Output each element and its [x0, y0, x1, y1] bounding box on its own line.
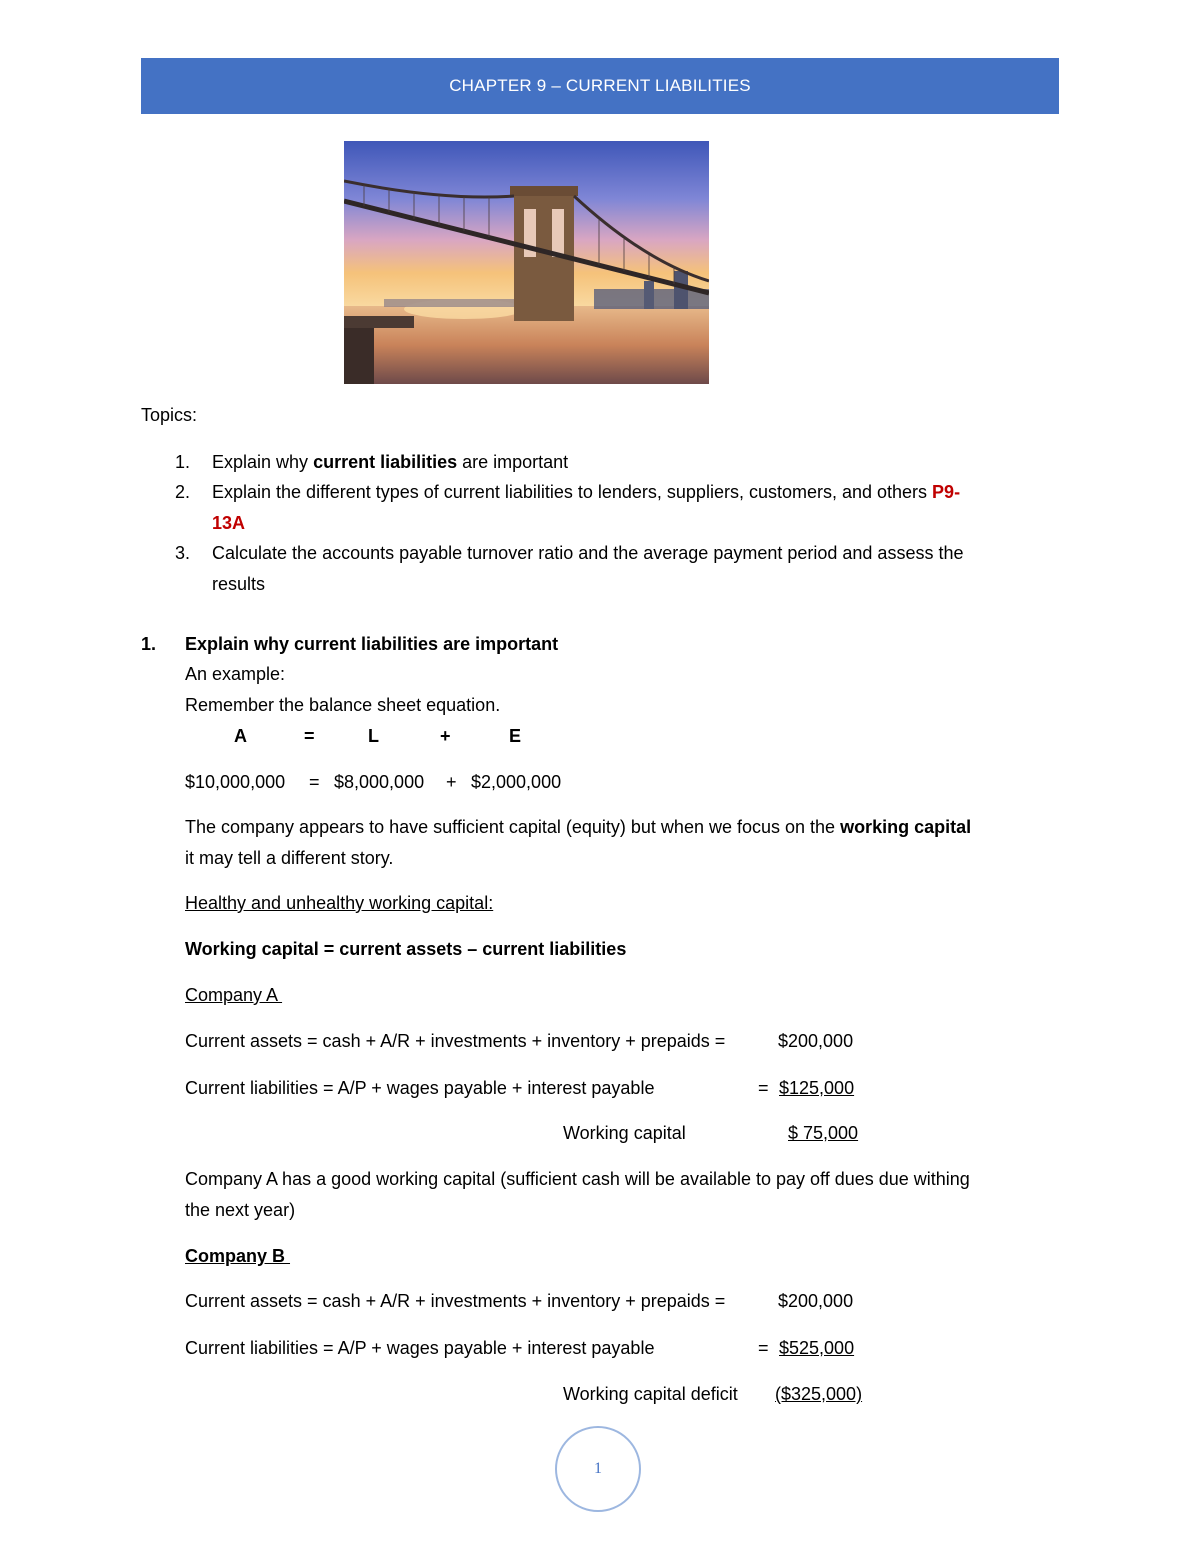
topics-heading: Topics:	[141, 405, 198, 425]
chapter-title: CHAPTER 9 – CURRENT LIABILITIES	[449, 76, 751, 95]
chapter-header	[141, 58, 1059, 114]
company-a-note: Company A has a good working capital (sufficient cash will be available to pay off dues due withing	[185, 1169, 970, 1189]
equation-equals: =	[304, 726, 315, 746]
problem-ref: P9-	[932, 482, 961, 502]
equation-values-plus: +	[446, 772, 457, 792]
working-capital-term: working capital	[840, 817, 972, 837]
company-b-assets-value: $200,000	[778, 1291, 854, 1311]
company-a-heading: Company A	[185, 985, 283, 1005]
topic-1-text-end: are important	[457, 452, 569, 472]
capital-paragraph-cont: it may tell a different story.	[185, 848, 394, 868]
topic-3-number: 3.	[175, 543, 191, 563]
capital-paragraph-text: The company appears to have sufficient capital (equity) but when we focus on the	[185, 817, 841, 837]
healthy-heading: Healthy and unhealthy working capital:	[185, 893, 494, 913]
topic-3-text: Calculate the accounts payable turnover ratio and the average payment period and assess the	[212, 543, 964, 563]
company-a-liabilities-equals: =	[758, 1078, 769, 1098]
section-1-number: 1.	[141, 634, 157, 654]
company-b-liabilities-label: Current liabilities = A/P + wages payable + interest payable	[185, 1338, 655, 1358]
company-a-note-cont: the next year)	[185, 1200, 296, 1220]
company-b-liabilities-value: $525,000	[779, 1338, 855, 1358]
page-number-circle	[555, 1426, 641, 1512]
balance-sheet-reminder: Remember the balance sheet equation.	[185, 695, 501, 715]
company-b-heading: Company B	[185, 1246, 291, 1266]
company-a-assets-label: Current assets = cash + A/R + investments + inventory + prepaids =	[185, 1031, 726, 1051]
working-capital-formula: Working capital = current assets – current liabilities	[185, 939, 627, 959]
topic-1-text: Explain why	[212, 452, 314, 472]
company-b-liabilities-equals: =	[758, 1338, 769, 1358]
bridge-photo	[344, 141, 709, 384]
topic-2-number: 2.	[175, 482, 191, 502]
company-b-wc-label: Working capital deficit	[563, 1384, 738, 1404]
capital-paragraph	[185, 817, 971, 838]
example-label: An example:	[185, 664, 286, 684]
equation-plus: +	[440, 726, 451, 746]
equation-liabilities-value: $8,000,000	[334, 772, 425, 792]
topic-1-bold: current liabilities	[313, 452, 458, 472]
equation-a: A	[234, 726, 247, 746]
company-a-wc-label: Working capital	[563, 1123, 686, 1143]
company-a-wc-value: $ 75,000	[788, 1123, 859, 1143]
equation-assets-value: $10,000,000	[185, 772, 286, 792]
section-1-title: Explain why current liabilities are important	[185, 634, 559, 654]
topic-2-text: Explain the different types of current liabilities to lenders, suppliers, customers, and others	[212, 482, 933, 502]
topic-1-number: 1.	[175, 452, 191, 472]
topic-2	[212, 482, 960, 503]
topic-1	[212, 452, 568, 473]
company-a-liabilities-label: Current liabilities = A/P + wages payable + interest payable	[185, 1078, 655, 1098]
page-number: 1	[594, 1460, 602, 1477]
company-a-assets-value: $200,000	[778, 1031, 854, 1051]
topic-3-text-cont: results	[212, 574, 266, 594]
problem-ref-cont: 13A	[212, 513, 246, 533]
equation-l: L	[368, 726, 379, 746]
company-b-assets-label: Current assets = cash + A/R + investments + inventory + prepaids =	[185, 1291, 726, 1311]
company-b-wc-value: ($325,000)	[775, 1384, 863, 1404]
equation-e: E	[509, 726, 522, 746]
company-a-liabilities-value: $125,000	[779, 1078, 855, 1098]
equation-equity-value: $2,000,000	[471, 772, 562, 792]
equation-values-equals: =	[309, 772, 320, 792]
